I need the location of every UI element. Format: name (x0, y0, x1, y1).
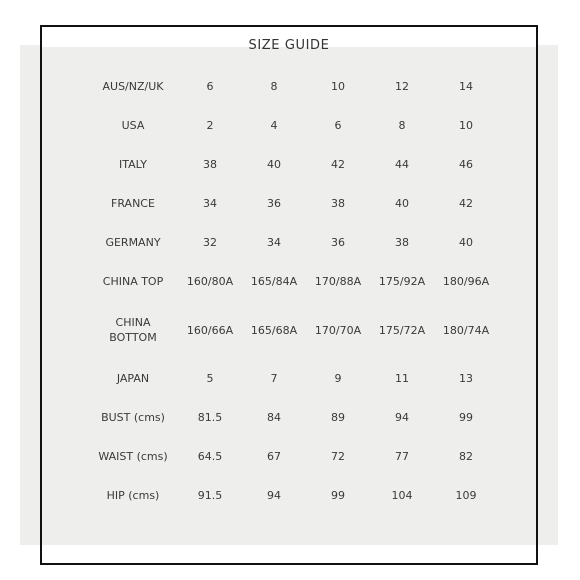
table-cell: 32 (203, 236, 217, 249)
table-cell: 46 (459, 158, 473, 171)
size-table (88, 67, 498, 515)
table-cell: 175/72A (378, 323, 426, 337)
table-cell: 13 (459, 372, 473, 385)
table-cell: 12 (395, 80, 409, 93)
table-row (88, 476, 498, 515)
table-cell: 165/84A (250, 275, 298, 288)
table-cell: 36 (267, 197, 281, 210)
table-row (88, 398, 498, 437)
table-cell: 165/68A (250, 323, 298, 337)
table-cell: 109 (455, 489, 477, 502)
row-label (88, 301, 178, 359)
table-cell: 7 (270, 372, 278, 385)
table-row (88, 301, 498, 359)
table-cell: 94 (395, 411, 409, 424)
table-cell: 99 (459, 411, 473, 424)
table-cell: 160/66A (186, 323, 234, 337)
row-label: HIP (cms) (106, 489, 160, 502)
row-label: FRANCE (111, 197, 155, 210)
table-cell: 81.5 (197, 411, 223, 424)
table-cell: 10 (459, 119, 473, 132)
table-cell: 40 (267, 158, 281, 171)
table-cell: 11 (395, 372, 409, 385)
table-cell: 82 (459, 450, 473, 463)
row-label: WAIST (cms) (98, 450, 168, 463)
table-row (88, 223, 498, 262)
table-row (88, 262, 498, 301)
table-row (88, 437, 498, 476)
table-cell: 77 (395, 450, 409, 463)
table-cell: 89 (331, 411, 345, 424)
table-cell: 180/74A (442, 323, 490, 337)
table-cell: 36 (331, 236, 345, 249)
row-label: USA (121, 119, 145, 132)
table-cell: 170/88A (314, 275, 362, 288)
table-cell: 6 (206, 80, 214, 93)
row-label: CHINA TOP (102, 275, 164, 288)
table-cell: 99 (331, 489, 345, 502)
table-row (88, 67, 498, 106)
table-cell: 170/70A (314, 323, 362, 337)
row-label: JAPAN (116, 372, 150, 385)
table-cell: 34 (267, 236, 281, 249)
table-cell: 6 (334, 119, 342, 132)
frame-bottom-band (42, 545, 536, 563)
row-label-line: BOTTOM (109, 331, 157, 344)
table-cell: 34 (203, 197, 217, 210)
table-cell: 40 (395, 197, 409, 210)
table-row (88, 106, 498, 145)
row-label: ITALY (118, 158, 148, 171)
table-cell: 84 (267, 411, 281, 424)
table-cell: 91.5 (197, 489, 223, 502)
table-cell: 38 (203, 158, 217, 171)
table-cell: 160/80A (186, 275, 234, 288)
table-row (88, 359, 498, 398)
table-cell: 4 (270, 119, 278, 132)
table-row (88, 184, 498, 223)
size-guide-frame (40, 25, 538, 565)
table-cell: 2 (206, 119, 214, 132)
row-label-line: CHINA (115, 316, 151, 329)
table-cell: 38 (331, 197, 345, 210)
table-cell: 8 (270, 80, 278, 93)
table-cell: 180/96A (442, 275, 490, 288)
table-cell: 42 (459, 197, 473, 210)
table-cell: 38 (395, 236, 409, 249)
table-cell: 104 (391, 489, 413, 502)
table-cell: 42 (331, 158, 345, 171)
table-row (88, 145, 498, 184)
table-cell: 8 (398, 119, 406, 132)
table-cell: 9 (334, 372, 342, 385)
table-cell: 10 (331, 80, 345, 93)
table-cell: 44 (395, 158, 409, 171)
row-label: AUS/NZ/UK (102, 80, 164, 93)
table-cell: 67 (267, 450, 281, 463)
table-cell: 14 (459, 80, 473, 93)
table-cell: 64.5 (197, 450, 223, 463)
table-cell: 175/92A (378, 275, 426, 288)
table-cell: 40 (459, 236, 473, 249)
table-cell: 72 (331, 450, 345, 463)
row-label: BUST (cms) (101, 411, 165, 424)
table-cell: 5 (206, 372, 214, 385)
page-title: SIZE GUIDE (248, 38, 330, 53)
table-cell: 94 (267, 489, 281, 502)
row-label: GERMANY (105, 236, 161, 249)
